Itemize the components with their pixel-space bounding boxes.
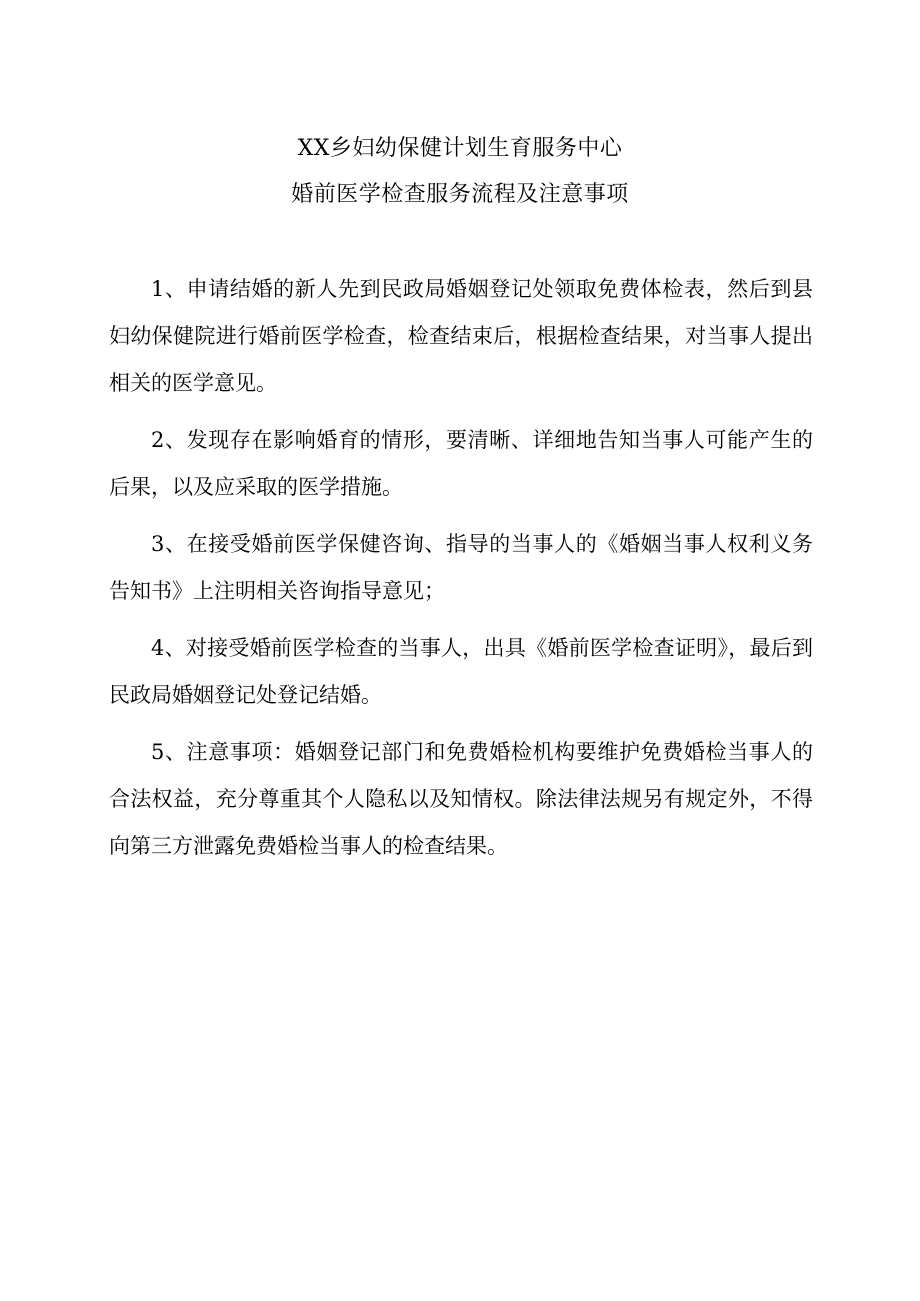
document-subtitle: 婚前医学检查服务流程及注意事项 bbox=[291, 182, 629, 207]
document-title: XX乡妇幼保健计划生育服务中心 bbox=[297, 136, 623, 161]
document-body bbox=[109, 266, 813, 880]
paragraph-2: 2、发现存在影响婚育的情形，要清晰、详细地告知当事人可能产生的后果，以及应采取的医学措施。 bbox=[109, 428, 813, 499]
paragraph-3: 3、在接受婚前医学保健咨询、指导的当事人的《婚姻当事人权利义务告知书》上注明相关咨询指导意见； bbox=[109, 532, 813, 603]
paragraph-4: 4、对接受婚前医学检查的当事人，出具《婚前医学检查证明》，最后到民政局婚姻登记处登记结婚。 bbox=[109, 636, 813, 707]
paragraph-1: 1、申请结婚的新人先到民政局婚姻登记处领取免费体检表，然后到县妇幼保健院进行婚前医学检查，检查结束后，根据检查结果，对当事人提出相关的医学意见。 bbox=[109, 277, 813, 395]
title-block bbox=[0, 126, 920, 218]
paragraph-5: 5、注意事项：婚姻登记部门和免费婚检机构要维护免费婚检当事人的合法权益，充分尊重其个人隐私以及知情权。除法律法规另有规定外，不得向第三方泄露免费婚检当事人的检查结果。 bbox=[109, 740, 813, 858]
